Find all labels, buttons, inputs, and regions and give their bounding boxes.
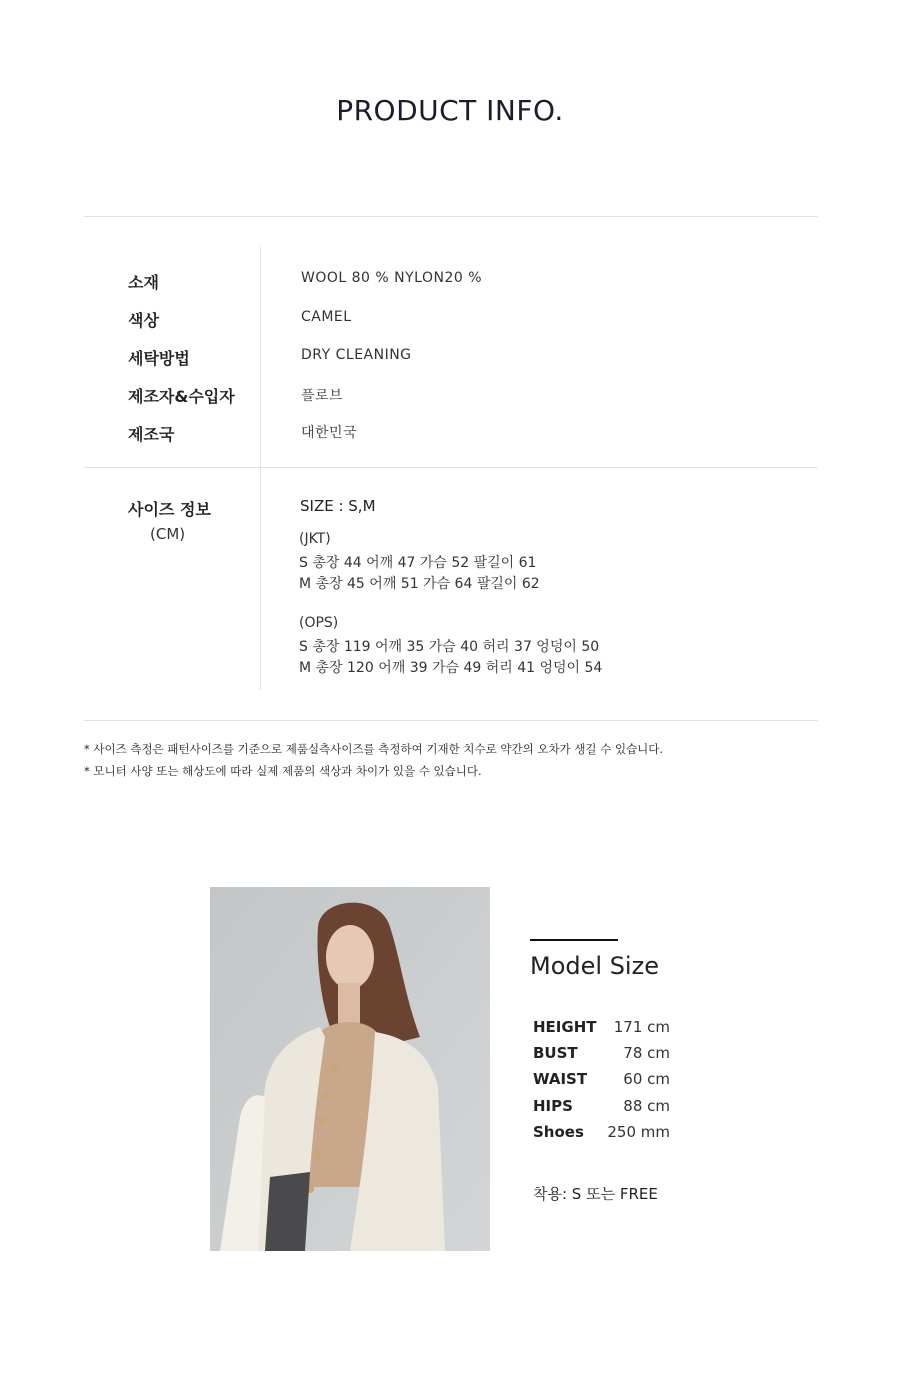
page-title: PRODUCT INFO. (336, 94, 564, 127)
info-value-color: CAMEL (301, 309, 352, 325)
info-label-manufacturer: 제조자&수입자 (128, 387, 235, 406)
size-info-unit: (CM) (150, 525, 186, 543)
size-info-title: 사이즈 정보 (128, 500, 211, 519)
size-list: SIZE : S,M (300, 497, 376, 515)
info-value-country: 대한민국 (301, 425, 358, 441)
info-value-material: WOOL 80 % NYLON20 % (301, 270, 483, 286)
spec-label-shoes: Shoes (533, 1123, 584, 1141)
info-label-washing: 세탁방법 (128, 349, 190, 368)
size-line-jkt-m: M 총장 45 어깨 51 가슴 64 팔길이 62 (299, 576, 540, 592)
size-line-jkt: (JKT) (299, 531, 331, 547)
size-line-ops-m: M 총장 120 어깨 39 가슴 49 허리 41 엉덩이 54 (299, 660, 603, 676)
info-label-country: 제조국 (128, 425, 175, 444)
spec-value-hips: 88 cm (623, 1097, 670, 1115)
spec-value-waist: 60 cm (623, 1070, 670, 1088)
info-label-material: 소재 (128, 273, 159, 292)
spec-value-height: 171 cm (613, 1018, 670, 1036)
size-note: * 사이즈 측정은 패턴사이즈를 기준으로 제품실측사이즈를 측정하여 기재한 치수로 약간의 오차가 생길 수 있습니다. (84, 742, 664, 756)
spec-value-bust: 78 cm (623, 1044, 670, 1062)
spec-label-bust: BUST (533, 1044, 578, 1062)
spec-label-hips: HIPS (533, 1097, 573, 1115)
divider (84, 467, 818, 468)
info-value-washing: DRY CLEANING (301, 347, 412, 363)
info-label-color: 색상 (128, 311, 159, 330)
model-size-title: Model Size (530, 952, 659, 980)
size-line-ops: (OPS) (299, 615, 339, 631)
monitor-note: * 모니터 사양 또는 해상도에 따라 실제 제품의 색상과 차이가 있을 수 있습니다. (84, 764, 482, 778)
size-line-ops-s: S 총장 119 어깨 35 가슴 40 허리 37 엉덩이 50 (299, 639, 600, 655)
model-wearing-size: 착용: S 또는 FREE (533, 1185, 658, 1203)
spec-value-shoes: 250 mm (607, 1123, 670, 1141)
size-line-jkt-s: S 총장 44 어깨 47 가슴 52 팔길이 61 (299, 555, 537, 571)
spec-label-height: HEIGHT (533, 1018, 597, 1036)
info-value-manufacturer: 플로브 (301, 388, 344, 404)
column-divider (260, 247, 261, 468)
divider (84, 720, 818, 721)
model-photo (210, 887, 490, 1251)
model-title-bar (530, 939, 618, 941)
spec-label-waist: WAIST (533, 1070, 588, 1088)
column-divider (260, 468, 261, 690)
divider (84, 216, 818, 217)
